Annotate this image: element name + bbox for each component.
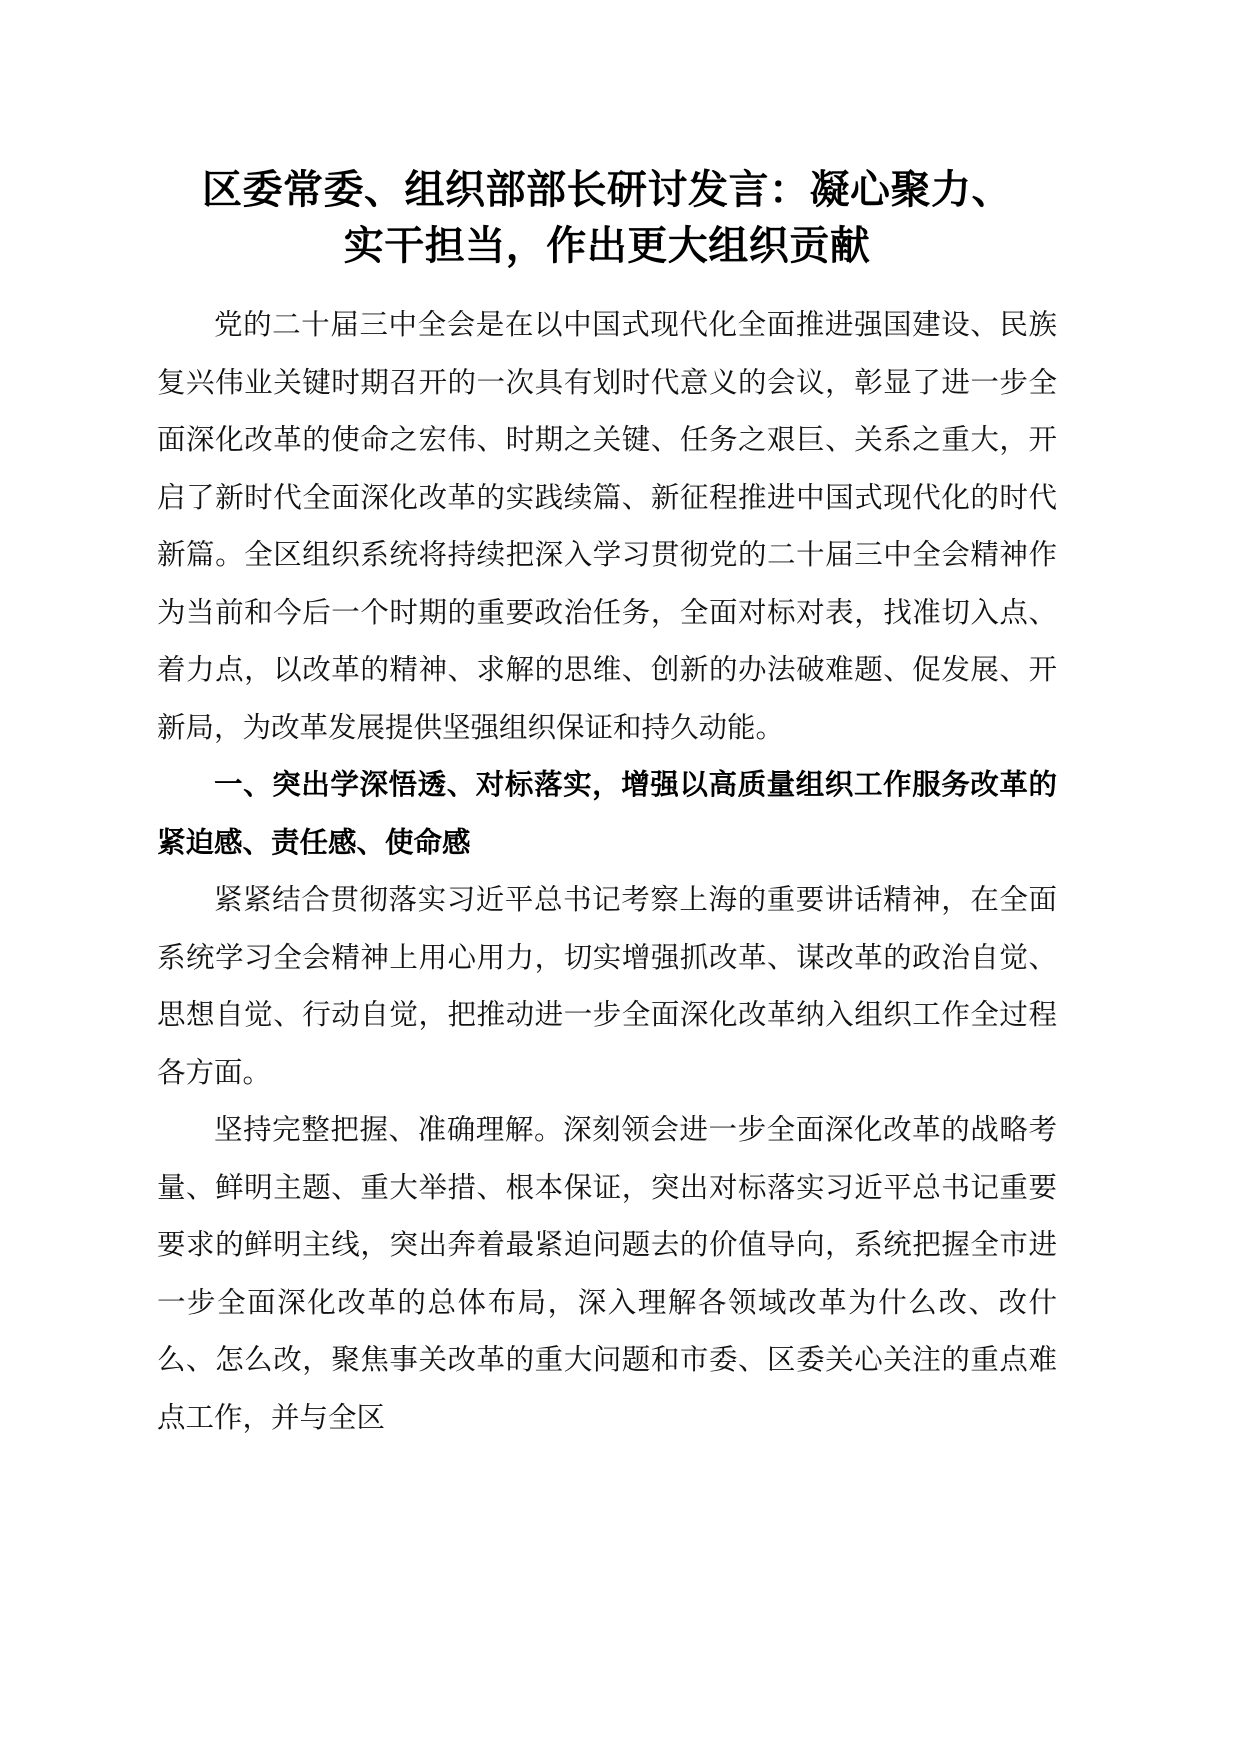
paragraph-intro: 党的二十届三中全会是在以中国式现代化全面推进强国建设、民族复兴伟业关键时期召开的一次具有划时代意义的会议，彰显了进一步全面深化改革的使命之宏伟、时期之关键、任务之艰巨、关系之重大，开启了新时代全面深化改革的实践续篇、新征程推进中国式现代化的时代新篇。全区组织系统将持续把深入学习贯彻党的二十届三中全会精神作为当前和今后一个时期的重要政治任务，全面对标对表，找准切入点、着力点，以改革的精神、求解的思维、创新的办法破难题、促发展、开新局，为改革发展提供坚强组织保证和持久动能。 <box>157 308 1057 744</box>
document-content <box>157 162 1057 1446</box>
paragraph-understanding: 坚持完整把握、准确理解。深刻领会进一步全面深化改革的战略考量、鲜明主题、重大举措、根本保证，突出对标落实习近平总书记重要要求的鲜明主线，突出奔着最紧迫问题去的价值导向，系统把握全市进一步全面深化改革的总体布局，深入理解各领域改革为什么改、改什么、怎么改，聚焦事关改革的重大问题和市委、区委关心关注的重点难点工作，并与全区 <box>157 1113 1057 1434</box>
document-title <box>157 162 1057 274</box>
document-body <box>157 296 1057 1446</box>
section-heading-1: 一、突出学深悟透、对标落实，增强以高质量组织工作服务改革的紧迫感、责任感、使命感 <box>157 768 1057 859</box>
title-line-1: 区委常委、组织部部长研讨发言：凝心聚力、 <box>202 166 1012 213</box>
paragraph-section-1: 紧紧结合贯彻落实习近平总书记考察上海的重要讲话精神，在全面系统学习全会精神上用心用力，切实增强抓改革、谋改革的政治自觉、思想自觉、行动自觉，把推动进一步全面深化改革纳入组织工作全过程各方面。 <box>157 883 1057 1089</box>
title-line-2: 实干担当，作出更大组织贡献 <box>343 222 871 269</box>
